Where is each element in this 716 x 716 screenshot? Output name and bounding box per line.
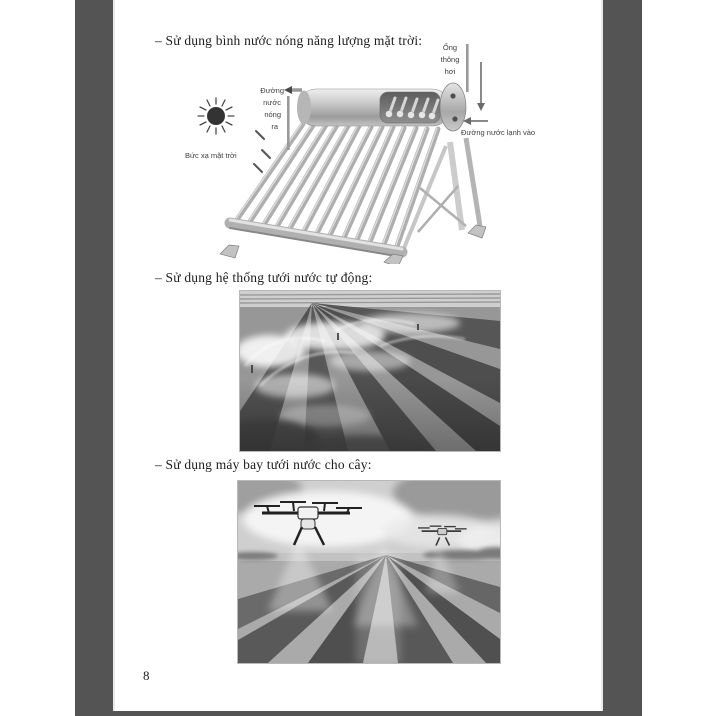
irrigation-field-photo [240,291,500,451]
hot-water-label-line2: nước [263,98,281,107]
heading-drone: – Sử dụng máy bay tưới nước cho cây: [155,457,372,472]
solar-radiation-label: Bức xạ mặt trời [185,151,237,160]
right-frame-bar [603,0,642,716]
hot-water-label-line1: Đường [260,86,284,95]
vent-label-line1: Ống [442,43,458,52]
page-edge-right [601,0,603,711]
hot-water-outlet [260,86,302,150]
drone-spraying-photo [238,481,500,663]
bottom-frame-bar [75,711,603,716]
hot-water-label-line4: ra [271,122,278,131]
cold-water-inlet [461,117,535,137]
radiation-dashes [254,131,270,172]
cold-water-label: Đường nước lạnh vào [461,128,536,137]
page-number: 8 [143,668,150,683]
vent-label-line3: hơi [444,67,456,76]
solar-water-heater-diagram [178,36,570,264]
storage-tank [297,83,466,131]
left-frame-bar [75,0,113,711]
vent-label-line2: thông [440,55,460,64]
heading-solar-heater: – Sử dụng bình nước nóng năng lượng mặt trời: [155,33,423,48]
hot-water-label-line3: nóng [264,110,281,119]
sun-icon [198,98,234,134]
page-edge-left [113,0,115,711]
left-arrow-icon [284,86,292,94]
heading-irrigation: – Sử dụng hệ thống tưới nước tự động: [155,270,373,285]
